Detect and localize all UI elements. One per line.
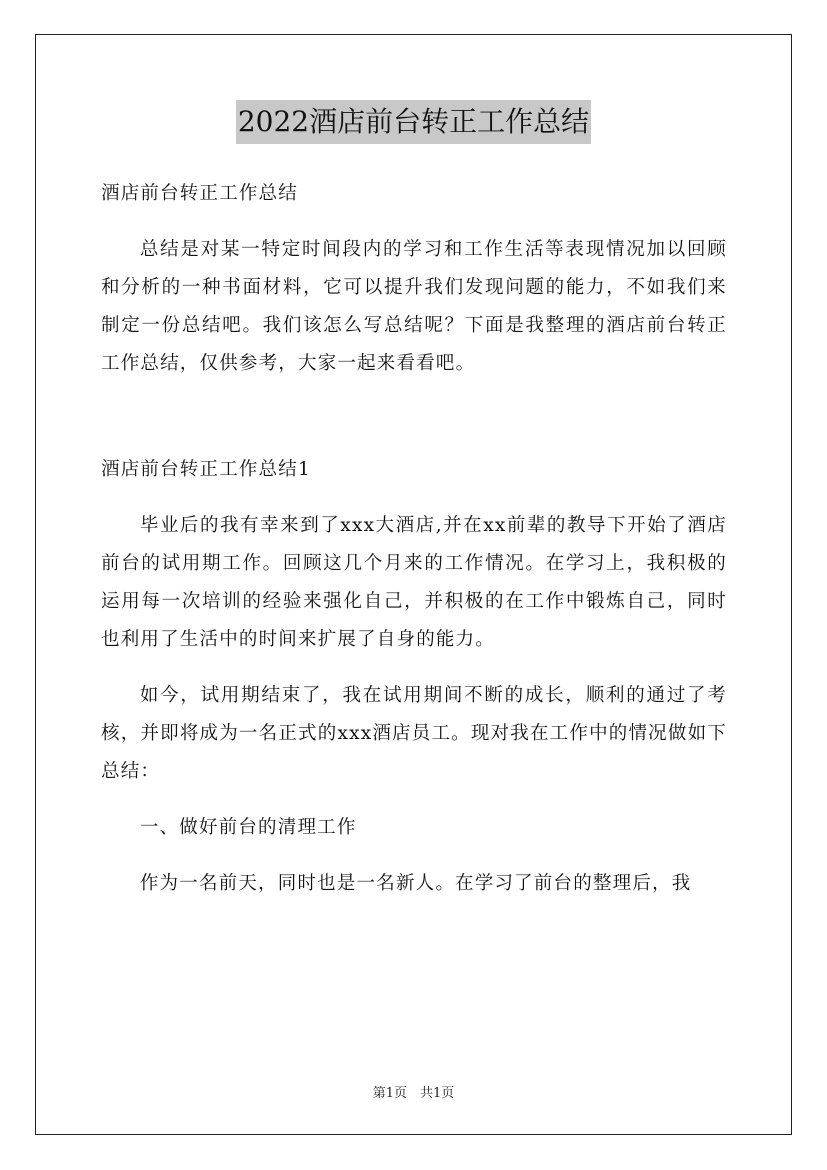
page-footer (0, 1082, 827, 1101)
body-paragraph-3: 作为一名前天，同时也是一名新人。在学习了前台的整理后，我 (139, 873, 692, 894)
document-title: 2022酒店前台转正工作总结 (236, 100, 591, 144)
section-heading: 酒店前台转正工作总结1 (101, 459, 311, 480)
page-number-label: 第1页 共1页 (372, 1086, 455, 1101)
list-item-heading: 一、做好前台的清理工作 (139, 817, 357, 838)
document-body (101, 175, 727, 903)
intro-paragraph: 总结是对某一特定时间段内的学习和工作生活等表现情况加以回顾和分析的一种书面材料，它可以提升我们发现问题的能力，不如我们来制定一份总结吧。我们该怎么写总结呢？下面是我整理的酒店前台转正工作总结，仅供参考，大家一起来看看吧。 (101, 239, 727, 374)
body-paragraph-2: 如今，试用期结束了，我在试用期间不断的成长，顺利的通过了考核，并即将成为一名正式的xxx酒店员工。现对我在工作中的情况做如下总结： (101, 685, 727, 782)
document-subtitle: 酒店前台转正工作总结 (101, 183, 299, 204)
title-container (0, 100, 827, 144)
body-paragraph-1: 毕业后的我有幸来到了xxx大酒店,并在xx前辈的教导下开始了酒店前台的试用期工作。回顾这几个月来的工作情况。在学习上，我积极的运用每一次培训的经验来强化自己，并积极的在工作中锻炼自己，同时也利用了生活中的时间来扩展了自身的能力。 (101, 515, 727, 650)
